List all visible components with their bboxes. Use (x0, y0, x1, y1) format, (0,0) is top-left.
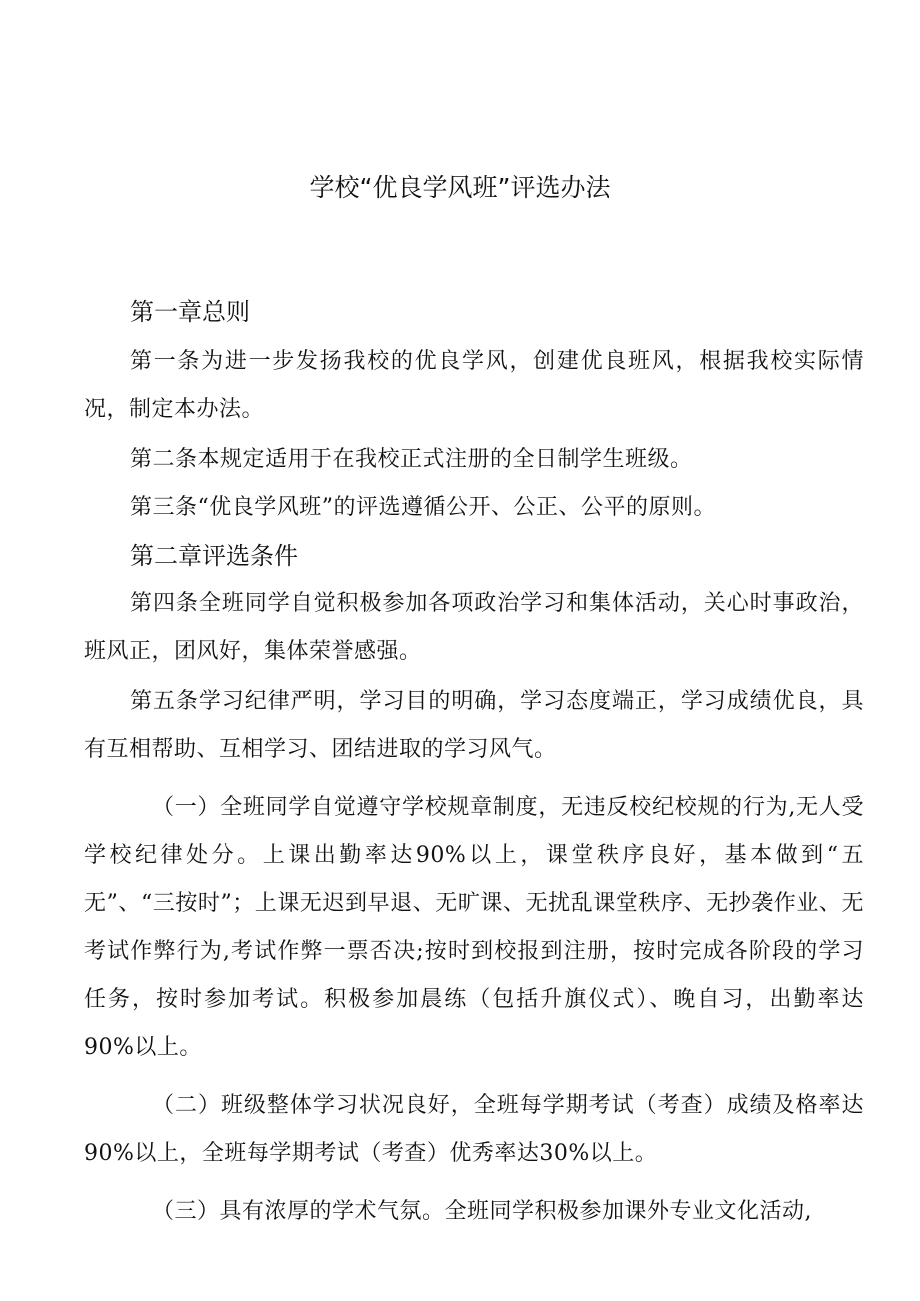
document-title: 学校“优良学风班”评选办法 (309, 173, 611, 202)
article-5: 第五条学习纪律严明，学习目的明确，学习态度端正，学习成绩优良，具有互相帮助、互相学习、团结进取的学习风气。 (84, 689, 864, 762)
article-2: 第二条本规定适用于在我校正式注册的全日制学生班级。 (130, 447, 693, 472)
article-5-item-2: （二）班级整体学习状况良好，全班每学期考试（考查）成绩及格率达90%以上，全班每学期考试（考查）优秀率达30%以上。 (84, 1093, 864, 1166)
article-4: 第四条全班同学自觉积极参加各项政治学习和集体活动，关心时事政治，班风正，团风好，集体荣誉感强。 (84, 591, 864, 664)
chapter-2-heading: 第二章评选条件 (130, 542, 298, 570)
document-body (84, 288, 864, 1236)
article-3: 第三条“优良学风班”的评选遵循公开、公正、公平的原则。 (130, 495, 716, 520)
article-5-item-1: （一）全班同学自觉遵守学校规章制度，无违反校纪校规的行为,无人受学校纪律处分。上课出勤率达90%以上，课堂秩序良好，基本做到“五无”、“三按时”；上课无迟到早退、无旷课、无扰乱课堂秩序、无抄袭作业、无考试作弊行为,考试作弊一票否决;按时到校报到注册，按时完成各阶段的学习任务，按时参加考试。积极参加晨练（包括升旗仪式）、晚自习，出勤率达90%以上。 (84, 795, 864, 1060)
chapter-1-heading: 第一章总则 (130, 298, 250, 326)
article-5-item-3: （三）具有浓厚的学术气氛。全班同学积极参加课外专业文化活动, (152, 1199, 812, 1224)
article-1: 第一条为进一步发扬我校的优良学风，创建优良班风，根据我校实际情况，制定本办法。 (84, 349, 864, 422)
